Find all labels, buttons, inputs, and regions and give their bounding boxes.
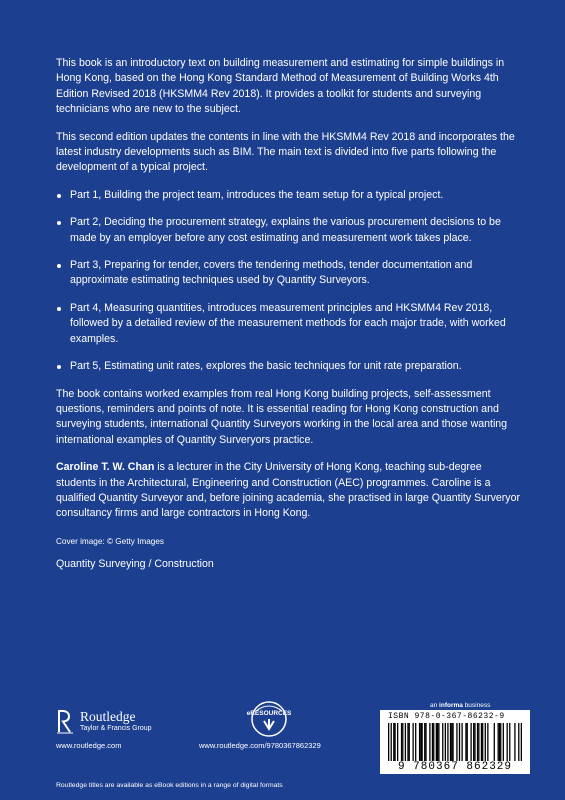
barcode-bar — [393, 723, 394, 761]
barcode-bar — [407, 723, 408, 761]
barcode-bar — [412, 723, 413, 761]
barcode-number: 9 780367 862329 — [397, 761, 513, 773]
barcode-bar — [394, 723, 395, 761]
barcode-bar — [518, 723, 519, 761]
barcode-bar — [415, 723, 416, 761]
routledge-r-icon — [56, 708, 74, 734]
list-item: Part 3, Preparing for tender, covers the tendering methods, tender documentation and approximate estimating techniques used by Quantity Surveyors. — [56, 258, 522, 289]
barcode-bar — [487, 723, 488, 761]
list-item: Part 2, Deciding the procurement strategy, explains the various procurement decisions to be made by an employer before any cost estimating and measurement work takes place. — [56, 215, 522, 246]
cover-credit: Cover image: © Getty Images — [56, 536, 164, 546]
intro-paragraph-1: This book is an introductory text on building measurement and estimating for simple buildings in Hong Kong, based on the Hong Kong Standard Method of Measurement of Building Works 4th Edition Revised 2018 (HKSMM4 Rev 2018). It provides a toolkit for students and surveying technicians who are new to the subject. — [56, 57, 505, 116]
barcode-bar — [474, 723, 475, 761]
author-name: Caroline T. W. Chan — [56, 461, 155, 474]
eresources-url: www.routledge.com/9780367862329 — [199, 741, 321, 750]
barcode-bar — [436, 723, 437, 761]
barcode-bar — [499, 723, 500, 761]
barcode-bar — [432, 723, 433, 761]
informa-suffix: business — [462, 702, 491, 709]
closing-paragraph: The book contains worked examples from real Hong Kong building projects, self-assessment questions, reminders and points of note. It is essential reading for Hong Kong construction and surveying students, international Quantity Surveyors working in the local area and those wanting international examples of Quantity Surveryors practice. — [56, 387, 508, 446]
list-item: Part 4, Measuring quantities, introduces measurement principles and HKSMM4 Rev 2018, followed by a detailed review of the measurement methods for each major trade, with worked examples. — [56, 301, 522, 347]
barcode-bar — [482, 723, 483, 761]
barcode-bar — [402, 723, 403, 761]
barcode-bar — [507, 723, 508, 761]
barcode-bar — [503, 723, 504, 761]
barcode-bar — [485, 723, 486, 761]
author-bio-text: is a lecturer in the City University of Hong Kong, teaching sub-degree students in the Architectural, Engineering and Construction (AEC) programmes. Caroline is a qualified Quantity Surveyor and, before joining academia, she practised in large Quantity Surveryor consultancy firms and large contractors in Hong Kong. — [56, 461, 521, 520]
barcode-bar — [445, 723, 446, 761]
barcode-bar — [429, 723, 430, 761]
author-bio — [56, 460, 522, 522]
barcode-bar — [498, 723, 499, 761]
barcode-bar — [437, 723, 438, 761]
barcode-bar — [459, 723, 460, 761]
publisher-url: www.routledge.com — [56, 741, 122, 750]
barcode-bar — [405, 723, 406, 761]
barcode-bar — [467, 723, 468, 761]
barcode-bar — [477, 723, 478, 761]
barcode-bar — [509, 723, 510, 761]
routledge-logo — [56, 708, 152, 734]
barcode-bar — [424, 723, 425, 761]
barcode-bar — [452, 723, 453, 761]
barcode-bar — [409, 723, 410, 761]
publisher-group: Taylor & Francis Group — [80, 724, 152, 732]
informa-tagline — [430, 702, 490, 709]
ebook-footnote: Routledge titles are available as eBook editions in a range of digital formats — [56, 782, 283, 789]
barcode-bar — [521, 723, 522, 761]
barcode-bar — [422, 723, 423, 761]
barcode-bar — [388, 723, 389, 761]
barcode-bar — [433, 723, 434, 761]
barcode-bar — [481, 723, 482, 761]
barcode-bar — [401, 723, 402, 761]
barcode-bar — [397, 723, 398, 761]
eresources-icon — [244, 699, 294, 739]
barcode-bars — [388, 723, 522, 761]
isbn-barcode — [380, 710, 530, 774]
barcode-bar — [451, 723, 452, 761]
barcode-bar — [450, 723, 451, 761]
barcode-bar — [470, 723, 471, 761]
barcode-bar — [500, 723, 501, 761]
list-item: Part 5, Estimating unit rates, explores the basic techniques for unit rate preparation. — [56, 359, 522, 374]
subject-category: Quantity Surveying / Construction — [56, 557, 214, 570]
barcode-bar — [494, 723, 495, 761]
informa-prefix: an — [430, 702, 440, 709]
barcode-bar — [420, 723, 421, 761]
intro-paragraph-2: This second edition updates the contents in line with the HKSMM4 Rev 2018 and incorporates the latest industry developments such as BIM. The main text is divided into five parts following the development of a typical project. — [56, 130, 515, 174]
barcode-bar — [419, 723, 420, 761]
barcode-bar — [456, 723, 457, 761]
back-cover-text — [56, 56, 522, 572]
publisher-name: Routledge — [80, 708, 136, 724]
parts-list — [56, 188, 522, 375]
list-item: Part 1, Building the project team, introduces the team setup for a typical project. — [56, 188, 522, 203]
barcode-bar — [478, 723, 479, 761]
barcode-bar — [425, 723, 426, 761]
barcode-bar — [514, 723, 515, 761]
barcode-bar — [442, 723, 443, 761]
barcode-bar — [461, 723, 462, 761]
isbn-text: ISBN 978-0-367-86232-9 — [388, 712, 505, 721]
barcode-bar — [473, 723, 474, 761]
barcode-bar — [465, 723, 466, 761]
barcode-bar — [438, 723, 439, 761]
barcode-bar — [391, 723, 392, 761]
informa-brand: informa — [439, 702, 463, 709]
barcode-bar — [447, 723, 448, 761]
eresources-label: eRESOURCES — [246, 710, 292, 717]
